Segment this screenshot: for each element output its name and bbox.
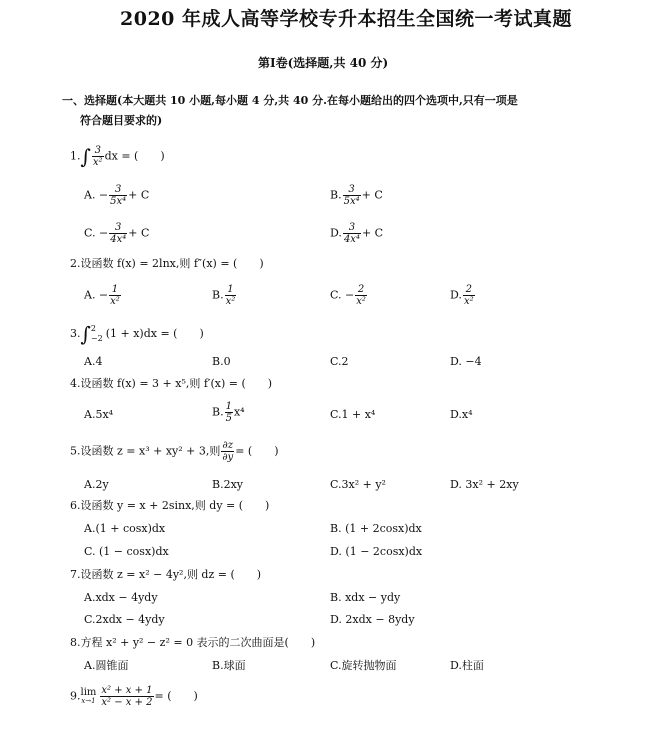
option-6b[interactable]: B. (1 + 2cosx)dx <box>330 522 422 535</box>
question-8-stem: 8.方程 x² + y² − z² = 0 表示的二次曲面是( ) <box>70 636 316 649</box>
section-heading-cont: 符合题目要求的) <box>80 114 163 127</box>
option-6d[interactable]: D. (1 − 2cosx)dx <box>330 545 423 558</box>
option-5c[interactable]: C.3x² + y² <box>330 478 386 491</box>
question-7-stem: 7.设函数 z = x² − 4y²,则 dz = ( ) <box>70 568 262 581</box>
question-5-stem: 5.设函数 z = x³ + xy² + 3,则 $\frac{\partial z}{\partial y}$ = ( ) <box>70 440 279 463</box>
option-2b[interactable]: B. $\frac{1}{\text{x²}}$ <box>212 284 236 307</box>
part-title: 第Ⅰ卷(选择题,共 40 分) <box>258 56 389 70</box>
question-1-stem: 1.∫ $\frac{3}{\text{x²}}$ dx = ( ) <box>70 144 165 169</box>
option-4d[interactable]: D.x⁴ <box>450 408 473 421</box>
option-8c[interactable]: C.旋转抛物面 <box>330 659 397 672</box>
page-title: 2020 年成人高等学校专升本招生全国统一考试真题 <box>120 8 572 30</box>
option-5a[interactable]: A.2y <box>84 478 109 491</box>
option-3b[interactable]: B.0 <box>212 355 231 368</box>
option-2a[interactable]: A. − $\frac{1}{\text{x²}}$ <box>84 284 120 307</box>
option-7b[interactable]: B. xdx − ydy <box>330 591 401 604</box>
option-5d[interactable]: D. 3x² + 2xy <box>450 478 519 491</box>
option-4b[interactable]: B. $\frac{1}{5}$ x⁴ <box>212 401 245 424</box>
option-4a[interactable]: A.5x⁴ <box>84 408 114 421</box>
question-6-stem: 6.设函数 y = x + 2sinx,则 dy = ( ) <box>70 499 270 512</box>
option-1b[interactable]: B. $\frac{3}{\text{5x⁴}}$ + C <box>330 184 383 207</box>
question-9-stem: 9. lim x→1 $\frac{\text{x² + x + 1}}{\text{x² − x + 2}}$ = ( ) <box>70 685 198 708</box>
option-3a[interactable]: A.4 <box>84 355 103 368</box>
option-6c[interactable]: C. (1 − cosx)dx <box>84 545 169 558</box>
option-2c[interactable]: C. − $\frac{2}{\text{x²}}$ <box>330 284 366 307</box>
option-8b[interactable]: B.球面 <box>212 659 246 672</box>
option-4c[interactable]: C.1 + x⁴ <box>330 408 376 421</box>
option-3c[interactable]: C.2 <box>330 355 349 368</box>
section-heading: 一、选择题(本大题共 10 小题,每小题 4 分,共 40 分.在每小题给出的四个选项中,只有一项是 <box>62 94 518 107</box>
option-5b[interactable]: B.2xy <box>212 478 243 491</box>
question-2-stem: 2.设函数 f(x) = 2lnx,则 f″(x) = ( ) <box>70 257 264 270</box>
option-7a[interactable]: A.xdx − 4ydy <box>84 591 158 604</box>
option-1a[interactable]: A. − $\frac{3}{\text{5x⁴}}$ + C <box>84 184 150 207</box>
question-3-stem: 3.∫ 2 −2 (1 + x)dx = ( ) <box>70 322 204 346</box>
option-7c[interactable]: C.2xdx − 4ydy <box>84 613 165 626</box>
option-8a[interactable]: A.圆锥面 <box>84 659 129 672</box>
option-1c[interactable]: C. − $\frac{3}{\text{4x⁴}}$ + C <box>84 222 150 245</box>
option-8d[interactable]: D.柱面 <box>450 659 484 672</box>
option-2d[interactable]: D. $\frac{2}{\text{x²}}$ <box>450 284 474 307</box>
option-6a[interactable]: A.(1 + cosx)dx <box>84 522 166 535</box>
option-7d[interactable]: D. 2xdx − 8ydy <box>330 613 415 626</box>
option-3d[interactable]: D. −4 <box>450 355 482 368</box>
option-1d[interactable]: D. $\frac{3}{\text{4x⁴}}$ + C <box>330 222 384 245</box>
question-4-stem: 4.设函数 f(x) = 3 + x⁵,则 f′(x) = ( ) <box>70 377 273 390</box>
